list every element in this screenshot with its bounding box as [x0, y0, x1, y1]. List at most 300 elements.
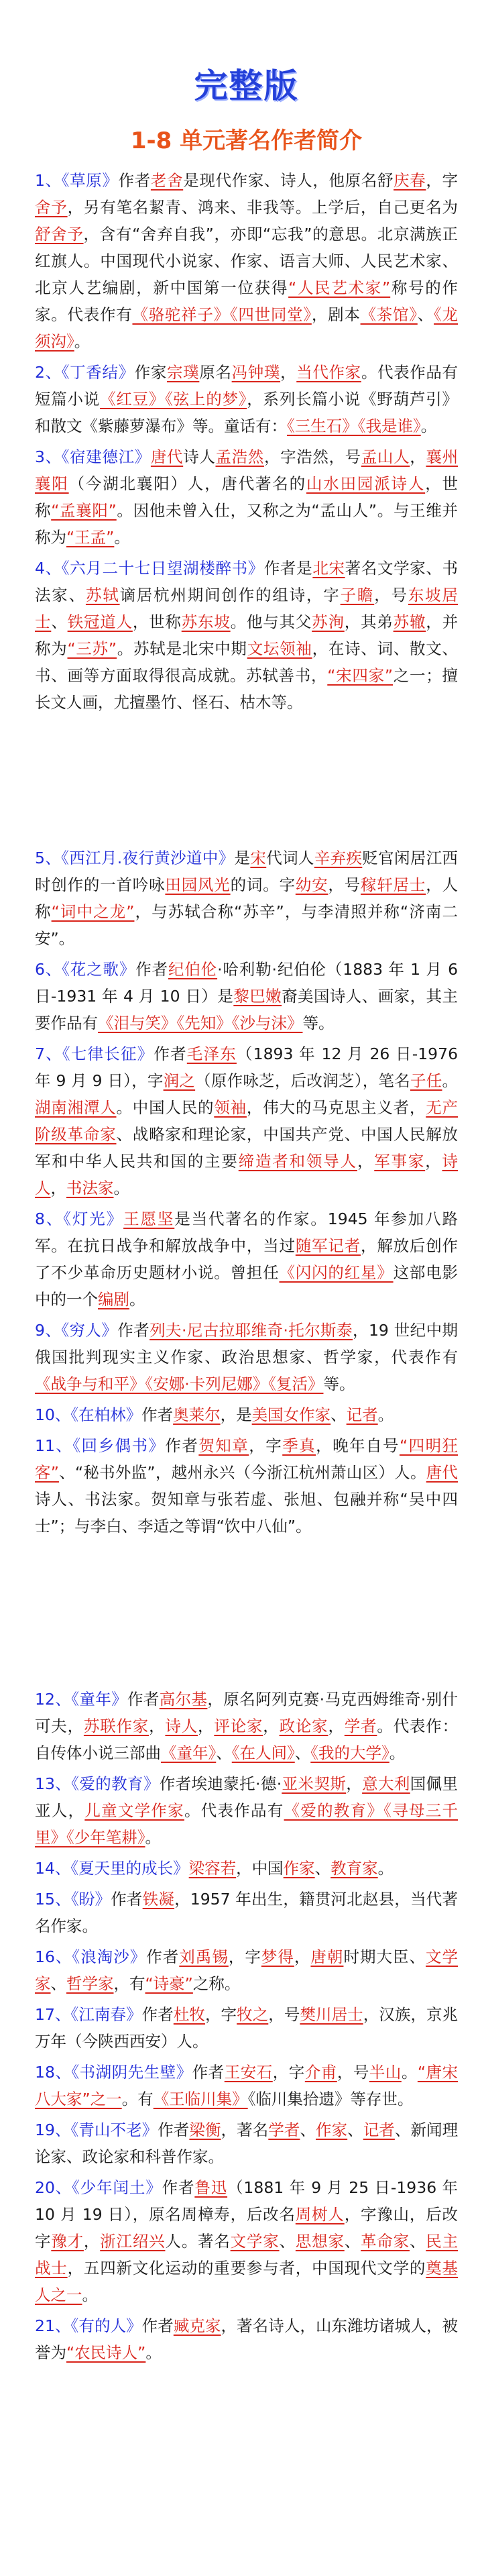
- entry-number: 8、: [35, 1210, 64, 1228]
- key-term: 儿童文学作家: [84, 1801, 184, 1820]
- key-term: 记者: [363, 2121, 395, 2139]
- key-term: 梁容若: [188, 1859, 237, 1878]
- key-term: 书法家: [66, 1179, 114, 1197]
- entry-text: 、: [300, 2121, 316, 2139]
- key-term: 诗人: [165, 1717, 198, 1735]
- key-term: “农民诗人”: [66, 2343, 146, 2362]
- key-term: 文学家: [35, 1947, 459, 1993]
- entry-text: ，: [198, 1717, 215, 1735]
- key-term: 作家: [283, 1859, 315, 1878]
- list-item: [35, 555, 458, 716]
- key-term: 襄州襄阳: [35, 447, 459, 493]
- key-term: 冯钟璞: [231, 363, 281, 382]
- entry-text: 。: [401, 2063, 418, 2082]
- entry-text: ，晚年自号: [316, 1436, 400, 1455]
- entry-text: 作者是: [263, 559, 313, 578]
- key-term: 子任: [410, 1071, 442, 1090]
- entry-text: ，原名阿列克赛·马克西姆维奇·别什可夫，: [35, 1690, 459, 1735]
- entry-text: ，: [425, 1152, 442, 1171]
- list-item: [35, 845, 458, 952]
- entry-text: 。代表作品有: [184, 1801, 284, 1820]
- entry-text: ，与苏轼合称“苏辛”，与李清照并称“济南二安”。: [35, 902, 459, 948]
- entry-text: 。代表作：自传体小说三部曲: [35, 1717, 459, 1762]
- entry-text: ，剧本: [311, 305, 361, 324]
- key-term: 湖南湘潭人: [35, 1098, 117, 1117]
- list-item: [35, 1686, 458, 1766]
- entry-text: 、: [417, 305, 434, 324]
- key-term: “人民艺术家”: [288, 278, 391, 297]
- key-term: 随军记者: [295, 1236, 361, 1255]
- key-term: 樊川居士: [300, 2005, 363, 2024]
- entry-text: ，: [357, 1152, 375, 1171]
- entry-text: （原作咏芝，后改润芝），笔名: [195, 1071, 410, 1090]
- entry-text: 作者: [165, 1436, 199, 1455]
- list-item: [35, 2312, 458, 2366]
- key-term: “词中之龙”: [51, 902, 135, 921]
- key-term: 臧克家: [173, 2316, 221, 2335]
- entry-text: （1893 年 12 月 26 日-1976 年 9 月 9 日），字: [35, 1044, 459, 1090]
- list-item: [35, 2001, 458, 2055]
- entry-text: 作者: [141, 2316, 174, 2335]
- entry-number: 15、: [35, 1890, 71, 1909]
- entry-text: 、: [344, 2232, 361, 2251]
- entry-text: 、: [50, 1974, 66, 1993]
- list-item: [35, 1770, 458, 1851]
- entry-text: ，汉族，京兆万年（今陕西西安）人。: [35, 2005, 459, 2051]
- entry-number: 17、: [35, 2005, 71, 2024]
- book-title: 《六月二十七日望湖楼醉书》: [61, 559, 264, 578]
- key-term: 缔造者和领导人: [238, 1152, 357, 1171]
- entry-text: 等。: [302, 1014, 335, 1032]
- key-term: 美国女作家: [251, 1405, 331, 1424]
- key-term: 北宋: [312, 559, 345, 578]
- entry-text: 、: [294, 1743, 311, 1762]
- entry-text: 的词。字: [230, 875, 296, 894]
- entry-text: 作者: [141, 2005, 174, 2024]
- book-title: 《童年》: [71, 1690, 127, 1709]
- entry-text: ，字豫山，后改字: [35, 2205, 459, 2251]
- key-term: 黎巴嫩: [233, 987, 282, 1006]
- key-term: 亚米契斯: [282, 1774, 347, 1793]
- key-term: 政论家: [279, 1717, 328, 1735]
- key-term: 高尔基: [159, 1690, 208, 1709]
- key-term: “三苏”: [67, 639, 117, 658]
- entry-text: ，1957 年出生，籍贯河北赵县，当代著名作家。: [35, 1890, 459, 1935]
- entry-text: 贬官闲居江西时创作的一首吟咏: [35, 849, 459, 894]
- key-term: 奠基人之一: [35, 2259, 459, 2304]
- list-item: [35, 956, 458, 1036]
- key-term: 王愿坚: [123, 1210, 175, 1228]
- entry-number: 19、: [35, 2121, 71, 2139]
- entry-text: 作者: [118, 171, 151, 190]
- entry-text: ，世称: [132, 612, 182, 631]
- key-term: 意大利: [362, 1774, 410, 1793]
- entry-text: 作者: [146, 1947, 180, 1966]
- entry-text: 著名文学家、书法家、: [35, 559, 459, 604]
- book-title: 《七律长征》: [62, 1044, 154, 1063]
- key-term: 苏轼: [85, 586, 120, 604]
- book-title: 《书湖阴先生壁》: [71, 2063, 192, 2082]
- key-term: 铁冠道人: [67, 612, 133, 631]
- key-term: 诗人: [35, 1152, 458, 1197]
- key-term: 无产阶级革命家: [35, 1098, 459, 1144]
- entry-text: ，人称: [35, 875, 459, 921]
- key-term: 孟山人: [361, 447, 410, 466]
- key-term: 豫才: [51, 2232, 84, 2251]
- entry-text: 。中国人民的: [116, 1098, 215, 1117]
- entry-text: 、“秘书外监”，越州永兴（今浙江杭州萧山区）人。: [58, 1463, 426, 1482]
- list-item: [35, 2059, 458, 2112]
- entry-number: 1、: [35, 171, 62, 190]
- entry-number: 13、: [35, 1774, 72, 1793]
- key-term: 老舍: [150, 171, 184, 190]
- list-item: [35, 1317, 458, 1397]
- entry-text: （1881 年 9 月 25 日-1936 年 10 月 19 日），原名周樟寿，后改名: [35, 2178, 458, 2224]
- key-term: 记者: [346, 1405, 378, 1424]
- entry-number: 9、: [35, 1321, 62, 1340]
- key-term: 宋: [250, 849, 267, 867]
- key-term: 文坛领袖: [247, 639, 312, 658]
- entry-text: 作者: [154, 1044, 187, 1063]
- key-term: 学者: [268, 2121, 300, 2139]
- entry-number: 4、: [35, 559, 62, 578]
- entry-text: ·哈利勒·纪伯伦（1883 年 1 月 6 日-1931 年 4 月 10 日）是: [35, 960, 459, 1006]
- key-term: 编剧: [98, 1290, 129, 1309]
- key-term: 苏辙: [393, 612, 426, 631]
- entry-text: ，是: [220, 1405, 252, 1424]
- entry-text: ，: [263, 1717, 280, 1735]
- book-title: 《回乡偶书》: [72, 1436, 166, 1455]
- key-term: 评论家: [214, 1717, 263, 1735]
- book-title: 《爱的教育》: [71, 1774, 160, 1793]
- book-title: 《江南春》: [70, 2005, 142, 2024]
- entry-number: 21、: [35, 2316, 71, 2335]
- entry-text: ，并称为: [35, 612, 459, 658]
- entry-text: 作者: [127, 1690, 160, 1709]
- page-gap: [35, 720, 458, 845]
- key-term: 宗璞: [167, 363, 200, 382]
- entry-number: 18、: [35, 2063, 72, 2082]
- key-term: 子瞻: [340, 586, 375, 604]
- key-term: “诗豪”: [145, 1974, 193, 1993]
- key-term: 《童年》: [161, 1743, 217, 1762]
- book-title: 《穷人》: [61, 1321, 118, 1340]
- list-item: [35, 2116, 458, 2170]
- key-term: 作家: [316, 2121, 348, 2139]
- key-term: 纪伯伦: [168, 960, 218, 979]
- key-term: 《我的大学》: [310, 1743, 389, 1762]
- list-item: [35, 1040, 458, 1201]
- entry-text: 、: [279, 2232, 296, 2251]
- key-term: 梦得: [261, 1947, 294, 1966]
- entry-number: 12、: [35, 1690, 72, 1709]
- entry-number: 2、: [35, 363, 62, 382]
- key-term: 山水田园派诗人: [306, 474, 426, 493]
- entry-text: ，: [328, 1717, 345, 1735]
- author-list: [35, 167, 458, 2366]
- key-term: 领袖: [214, 1098, 247, 1117]
- key-term: “王孟”: [66, 528, 115, 547]
- key-term: 《三生石》《我是谁》: [287, 417, 421, 435]
- key-term: 毛泽东: [186, 1044, 237, 1063]
- key-term: 《爱的教育》《寻母三千里》《少年笔耕》: [35, 1801, 459, 1847]
- entry-text: ，: [410, 447, 426, 466]
- entry-text: 。: [420, 417, 437, 435]
- entry-text: 诗人、书法家。贺知章与张若虚、张旭、包融并称“吴中四士”；与李白、李适之等谓“饮中八仙”。: [35, 1490, 458, 1536]
- key-term: 学者: [344, 1717, 377, 1735]
- key-term: “四明狂客”: [35, 1436, 459, 1482]
- entry-text: 等。: [323, 1375, 355, 1393]
- entry-text: ，字: [426, 171, 459, 190]
- entry-text: 诗人: [183, 447, 216, 466]
- list-item: [35, 443, 458, 551]
- entry-text: ，解放后创作了不少革命历史题材小说。曾担任: [35, 1236, 459, 1282]
- key-term: 梁衡: [189, 2121, 221, 2139]
- entry-text: 作者: [162, 2178, 195, 2197]
- entry-text: 时期大臣、: [343, 1947, 426, 1966]
- entry-text: 这部电影中的一个: [35, 1263, 459, 1309]
- entry-text: 是当代著名的作家。1945 年参加八路军。在抗日战争和解放战争中，当过: [35, 1210, 459, 1255]
- key-term: “宋四家”: [327, 666, 394, 685]
- entry-text: ，其弟: [344, 612, 394, 631]
- key-term: 半山: [369, 2063, 402, 2082]
- key-term: 《战争与和平》《安娜·卡列尼娜》《复活》: [35, 1375, 324, 1393]
- entry-number: 3、: [35, 447, 62, 466]
- book-title: 《宿建德江》: [61, 447, 151, 466]
- book-title: 《浪淘沙》: [72, 1947, 147, 1966]
- list-item: [35, 1886, 458, 1939]
- entry-text: 作者: [135, 960, 168, 979]
- entry-text: 谪居杭州期间创作的组诗，字: [119, 586, 341, 604]
- entry-text: 作者: [141, 1405, 174, 1424]
- entry-text: 。: [377, 1859, 394, 1878]
- entry-text: 。代表作品有短篇小说: [35, 363, 459, 409]
- book-title: 《在柏林》: [70, 1405, 142, 1424]
- entry-text: ，字: [228, 1947, 261, 1966]
- key-term: 当代作家: [296, 363, 361, 382]
- entry-text: 代词人: [266, 849, 314, 867]
- entry-text: ，著名: [221, 2121, 269, 2139]
- entry-text: 之称。: [192, 1974, 241, 1993]
- entry-text: 。有: [121, 2090, 154, 2108]
- entry-text: ，字: [249, 1436, 283, 1455]
- key-term: 浙江绍兴: [100, 2232, 166, 2251]
- entry-text: ，: [294, 1947, 311, 1966]
- entry-text: 。他与其父: [230, 612, 312, 631]
- entry-text: ，著名诗人，山东潍坊诸城人，被誉为: [35, 2316, 459, 2362]
- entry-text: ，伟大的马克思主义者，: [246, 1098, 426, 1117]
- entry-text: ，号: [268, 2005, 300, 2024]
- list-item: [35, 1855, 458, 1882]
- key-term: 东坡居士: [35, 586, 458, 631]
- key-term: 文学家: [230, 2232, 280, 2251]
- book-title: 《草原》: [61, 171, 119, 190]
- key-term: 《泪与笑》《先知》《沙与沫》: [98, 1014, 303, 1032]
- entry-text: ，世称: [35, 474, 458, 520]
- key-term: 稼轩居士: [361, 875, 426, 894]
- entry-text: 。: [377, 1405, 394, 1424]
- entry-text: ，在诗、词、散文、书、画等方面取得很高成就。苏轼善书，: [35, 639, 459, 685]
- entry-number: 16、: [35, 1947, 72, 1966]
- key-term: 列夫·尼古拉耶维奇·托尔斯泰: [149, 1321, 353, 1340]
- entry-text: ，号: [328, 875, 361, 894]
- entry-text: 。苏轼是北宋中期: [117, 639, 247, 658]
- book-title: 《青山不老》: [70, 2121, 158, 2139]
- key-term: 田园风光: [165, 875, 231, 894]
- entry-text: ，五四新文化运动的重要参与者，中国现代文学的: [67, 2259, 426, 2277]
- entry-text: 作家: [134, 363, 168, 382]
- key-term: 铁凝: [142, 1890, 175, 1909]
- entry-text: ，字: [204, 2005, 237, 2024]
- entry-number: 5、: [35, 849, 62, 867]
- list-item: [35, 167, 458, 355]
- entry-number: 14、: [35, 1859, 71, 1878]
- key-term: 苏联作家: [83, 1717, 149, 1735]
- entry-text: 作者: [192, 2063, 225, 2082]
- key-term: 《茶馆》: [360, 305, 418, 324]
- book-title: 《灯光》: [63, 1210, 124, 1228]
- list-item: [35, 1401, 458, 1428]
- key-term: 奥莱尔: [173, 1405, 221, 1424]
- entry-number: 20、: [35, 2178, 72, 2197]
- key-term: 庆春: [394, 171, 426, 190]
- key-term: 舍予: [35, 198, 68, 217]
- entry-text: 、: [330, 1405, 347, 1424]
- entry-text: 。: [114, 528, 130, 547]
- entry-text: ，: [280, 363, 297, 382]
- book-title: 《少年闰土》: [72, 2178, 162, 2197]
- key-term: 《闪闪的红星》: [279, 1263, 394, 1282]
- key-term: 孟浩然: [215, 447, 264, 466]
- key-term: 贺知章: [198, 1436, 249, 1455]
- key-term: 军事家: [374, 1152, 426, 1171]
- key-term: 哲学家: [66, 1974, 114, 1993]
- book-title: 《丁香结》: [61, 363, 135, 382]
- key-term: 《龙须沟》: [35, 305, 459, 351]
- entry-text: 、新闻理论家、政论家和科普作家。: [35, 2121, 459, 2166]
- key-term: 《红豆》《弦上的梦》: [100, 390, 247, 409]
- entry-text: ，号: [374, 586, 408, 604]
- entry-number: 6、: [35, 960, 62, 979]
- entry-text: 。: [145, 2343, 162, 2362]
- entry-text: 作者: [158, 2121, 190, 2139]
- entry-text: 、: [409, 2232, 426, 2251]
- key-term: 润之: [163, 1071, 196, 1090]
- key-term: 苏东坡: [181, 612, 231, 631]
- entry-text: 。: [442, 1071, 458, 1090]
- entry-text: ，另有笔名絜青、鸿来、非我等。上学后，自己更名为: [67, 198, 459, 217]
- entry-text: 之一；擅长文人画，尤擅墨竹、怪石、枯木等。: [35, 666, 459, 712]
- key-term: 王安石: [224, 2063, 273, 2082]
- entry-text: ，: [346, 1774, 363, 1793]
- entry-text: 作者埃迪蒙托·德·: [159, 1774, 282, 1793]
- entry-text: 。: [145, 1828, 161, 1847]
- book-title: 《有的人》: [70, 2316, 142, 2335]
- key-term: 《王临川集》: [153, 2090, 248, 2108]
- entry-text: ，系列长篇小说《野葫芦引》和散文《紫藤萝瀑布》等。童话有：: [35, 390, 459, 435]
- list-item: [35, 359, 458, 439]
- key-term: 思想家: [295, 2232, 345, 2251]
- entry-text: 。因他未曾入仕，又称之为“孟山人”。与王维并称为: [35, 501, 458, 547]
- page-title: 1-8 单元著名作者简介: [130, 127, 363, 154]
- key-term: “孟襄阳”: [51, 501, 117, 520]
- key-term: 舒舍予: [35, 225, 84, 244]
- entry-number: 11、: [35, 1436, 73, 1455]
- entry-text: （今湖北襄阳）人，唐代著名的: [68, 474, 306, 493]
- entry-text: 。: [113, 1179, 129, 1197]
- entry-text: 《临川集拾遗》等存世。: [247, 2090, 414, 2108]
- entry-number: 7、: [35, 1044, 62, 1063]
- entry-text: ，: [50, 1179, 66, 1197]
- book-title: 《西江月.夜行黄沙道中》: [61, 849, 235, 867]
- entry-text: ，: [149, 1717, 166, 1735]
- book-title: 《花之歌》: [62, 960, 136, 979]
- entry-text: 作者: [111, 1890, 143, 1909]
- key-term: 革命家: [361, 2232, 410, 2251]
- entry-text: 、: [314, 1859, 331, 1878]
- key-term: 杜牧: [173, 2005, 205, 2024]
- entry-text: 。: [74, 332, 91, 351]
- key-term: 唐朝: [310, 1947, 344, 1966]
- list-item: [35, 2174, 458, 2308]
- entry-text: 国佩里亚人，: [35, 1774, 459, 1820]
- entry-text: ，字浩然，号: [263, 447, 361, 466]
- key-term: 周树人: [295, 2205, 345, 2224]
- entry-text: 、: [216, 1743, 232, 1762]
- key-term: 唐代: [150, 447, 184, 466]
- entry-text: 。: [82, 2286, 98, 2304]
- key-term: 《骆驼祥子》《四世同堂》: [132, 305, 312, 324]
- entry-text: ，: [83, 2232, 101, 2251]
- entry-text: ，有: [113, 1974, 145, 1993]
- key-term: 刘禹锡: [179, 1947, 229, 1966]
- entry-text: 、战略家和理论家，中国共产党、中国人民解放军和中华人民共和国的主要: [35, 1125, 458, 1171]
- entry-text: ，号: [337, 2063, 369, 2082]
- list-item: [35, 1432, 458, 1540]
- key-term: 介甫: [304, 2063, 337, 2082]
- key-term: 牧之: [237, 2005, 269, 2024]
- key-term: 教育家: [330, 1859, 378, 1878]
- entry-text: 是: [234, 849, 251, 867]
- entry-text: 称号的作家。代表作有: [35, 278, 459, 324]
- book-title: 《盼》: [70, 1890, 111, 1909]
- list-item: [35, 1943, 458, 1997]
- entry-text: 。: [129, 1290, 145, 1309]
- key-term: 季真: [282, 1436, 316, 1455]
- book-title: 《夏天里的成长》: [70, 1859, 189, 1878]
- entry-text: ，中国: [236, 1859, 284, 1878]
- entry-text: ，字: [272, 2063, 305, 2082]
- brand-title: 完整版: [194, 66, 299, 105]
- key-term: 《在人间》: [231, 1743, 295, 1762]
- entry-text: ，19 世纪中期俄国批判现实主义作家、政治思想家、哲学家，代表作有: [35, 1321, 459, 1366]
- entry-text: 、: [347, 2121, 363, 2139]
- entry-text: 人。著名: [165, 2232, 231, 2251]
- entry-text: 原名: [199, 363, 232, 382]
- list-item: [35, 1205, 458, 1313]
- key-term: 民主战士: [35, 2232, 459, 2277]
- entry-text: 。: [389, 1743, 406, 1762]
- entry-text: 是现代作家、诗人，他原名舒: [183, 171, 394, 190]
- entry-text: 裔美国诗人、画家，其主要作品有: [35, 987, 458, 1032]
- key-term: 苏洵: [312, 612, 345, 631]
- page-gap: [35, 1544, 458, 1686]
- key-term: 幼安: [295, 875, 328, 894]
- entry-text: ，含有“舍弃自我”，亦即“忘我”的意思。北京满族正红旗人。中国现代小说家、作家、语言大师、人民艺术家、北京人艺编剧，新中国第一位获得: [35, 225, 459, 297]
- key-term: 辛弃疾: [314, 849, 363, 867]
- entry-text: 、: [51, 612, 68, 631]
- key-term: 唐代: [426, 1463, 458, 1482]
